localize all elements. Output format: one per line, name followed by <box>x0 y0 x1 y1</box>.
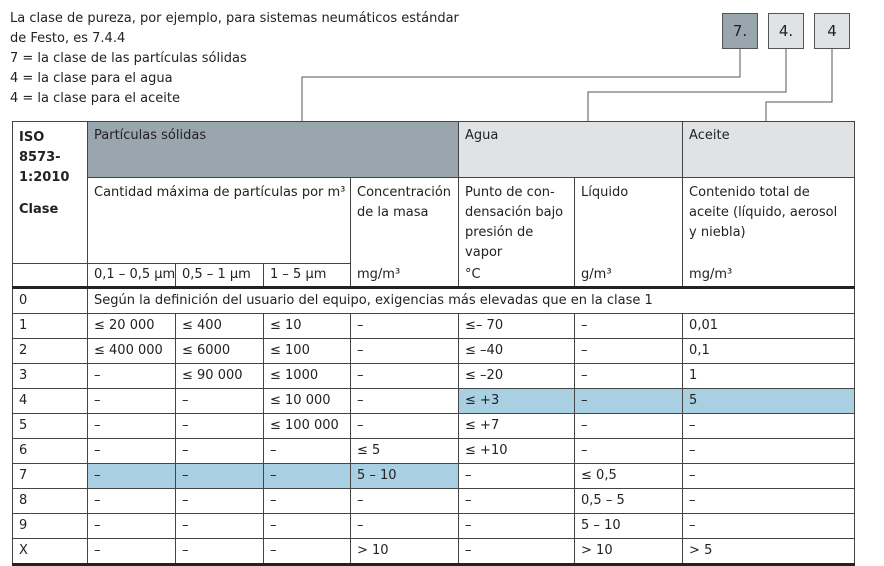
table-cell: 5 – 10 <box>351 463 459 488</box>
class0-description: Según la definición del usuario del equipo, exigencias más elevadas que en la clase 1 <box>88 287 855 313</box>
units-empty <box>13 263 88 287</box>
table-cell: ≤ 0,5 <box>575 463 683 488</box>
table-cell: – <box>575 438 683 463</box>
table-row <box>13 463 855 488</box>
table-cell: ≤– 70 <box>459 313 575 338</box>
class-cell: 9 <box>13 513 88 538</box>
table-cell: 0,1 <box>683 338 855 363</box>
intro-line: 7 = la clase de las partículas sólidas <box>10 51 247 66</box>
table-cell: ≤ +3 <box>459 388 575 413</box>
table-cell: – <box>176 388 264 413</box>
unit-cell: 1 – 5 µm <box>264 263 351 287</box>
table-body <box>13 313 855 564</box>
table-cell: ≤ 400 000 <box>88 338 176 363</box>
class-cell: 8 <box>13 488 88 513</box>
table-cell: – <box>351 513 459 538</box>
purity-class-table <box>12 121 855 566</box>
table-cell: – <box>351 363 459 388</box>
table-cell: ≤ 20 000 <box>88 313 176 338</box>
intro-line: La clase de pureza, por ejemplo, para sistemas neumáticos estándar <box>10 11 459 26</box>
table-cell: ≤ 5 <box>351 438 459 463</box>
table-cell: – <box>683 463 855 488</box>
table-cell: ≤ +7 <box>459 413 575 438</box>
unit-cell: g/m³ <box>575 263 683 287</box>
table-row <box>13 313 855 338</box>
table-cell: – <box>459 463 575 488</box>
iso-clase-header <box>13 122 88 264</box>
unit-cell: mg/m³ <box>683 263 855 287</box>
class-cell: 2 <box>13 338 88 363</box>
table-cell: ≤ –20 <box>459 363 575 388</box>
table-cell: – <box>683 513 855 538</box>
intro-line: 4 = la clase para el aceite <box>10 91 180 106</box>
class-cell: 7 <box>13 463 88 488</box>
table-cell: – <box>459 513 575 538</box>
table-cell: – <box>176 413 264 438</box>
table-cell: – <box>575 338 683 363</box>
table-cell: 0,5 – 5 <box>575 488 683 513</box>
table-cell: > 10 <box>351 538 459 564</box>
table-cell: – <box>88 438 176 463</box>
class-box-water: 4. <box>768 13 804 49</box>
class-cell: 0 <box>13 287 88 313</box>
table-cell: ≤ 90 000 <box>176 363 264 388</box>
table-cell: – <box>176 488 264 513</box>
iso-label: ISO 8573-1:2010 <box>19 130 70 185</box>
table-cell: – <box>264 538 351 564</box>
connector-solids <box>302 49 740 121</box>
table-cell: – <box>351 338 459 363</box>
table-cell: – <box>575 313 683 338</box>
table-cell: – <box>459 488 575 513</box>
class-cell: 4 <box>13 388 88 413</box>
table-cell: 5 – 10 <box>575 513 683 538</box>
table-cell: ≤ 6000 <box>176 338 264 363</box>
table-cell: – <box>351 488 459 513</box>
table-cell: – <box>88 363 176 388</box>
table-cell: 1 <box>683 363 855 388</box>
oil-header: Aceite <box>683 122 855 178</box>
table-row <box>13 287 855 313</box>
table-row <box>13 538 855 564</box>
clase-label: Clase <box>19 202 59 217</box>
header-row-sub <box>13 178 855 264</box>
table-row <box>13 488 855 513</box>
unit-cell: 0,1 – 0,5 µm <box>88 263 176 287</box>
table-cell: – <box>88 413 176 438</box>
connector-oil <box>766 49 832 121</box>
table-row <box>13 413 855 438</box>
class-cell: X <box>13 538 88 564</box>
table-row <box>13 438 855 463</box>
table-cell: ≤ 1000 <box>264 363 351 388</box>
connector-lines <box>0 0 884 130</box>
unit-cell: °C <box>459 263 575 287</box>
table-cell: – <box>351 413 459 438</box>
table-cell: – <box>683 488 855 513</box>
class-box-solids: 7. <box>722 13 758 49</box>
table-cell: ≤ 100 <box>264 338 351 363</box>
table-cell: – <box>88 513 176 538</box>
table-cell: > 10 <box>575 538 683 564</box>
table-row <box>13 513 855 538</box>
class-cell: 1 <box>13 313 88 338</box>
table-cell: – <box>351 313 459 338</box>
table-row <box>13 388 855 413</box>
class-cell: 5 <box>13 413 88 438</box>
header-row-groups <box>13 122 855 178</box>
table-cell: – <box>459 538 575 564</box>
table-cell: – <box>88 388 176 413</box>
unit-cell: mg/m³ <box>351 263 459 287</box>
liquid-header: Líquido <box>575 178 683 264</box>
table-cell: ≤ 10 <box>264 313 351 338</box>
table-cell: > 5 <box>683 538 855 564</box>
mass-concentration-header: Concentración de la masa <box>351 178 459 264</box>
units-row <box>13 263 855 287</box>
table-cell: – <box>264 463 351 488</box>
table-cell: ≤ 10 000 <box>264 388 351 413</box>
intro-line: 4 = la clase para el agua <box>10 71 173 86</box>
table-cell: – <box>88 488 176 513</box>
table-cell: – <box>176 513 264 538</box>
table-row <box>13 338 855 363</box>
table-row <box>13 363 855 388</box>
table-cell: – <box>264 438 351 463</box>
dew-point-header: Punto de con-densación bajo presión de vapor <box>459 178 575 264</box>
table-cell: ≤ 400 <box>176 313 264 338</box>
table-cell: – <box>683 413 855 438</box>
table-cell: ≤ +10 <box>459 438 575 463</box>
table-cell: – <box>575 363 683 388</box>
table-cell: 5 <box>683 388 855 413</box>
total-oil-header: Contenido total de aceite (líquido, aerosol y niebla) <box>683 178 855 264</box>
table-cell: – <box>683 438 855 463</box>
table-cell: – <box>176 463 264 488</box>
table-cell: – <box>264 513 351 538</box>
table-cell: – <box>176 438 264 463</box>
table-cell: 0,01 <box>683 313 855 338</box>
table-cell: – <box>575 388 683 413</box>
table-cell: – <box>351 388 459 413</box>
class-cell: 3 <box>13 363 88 388</box>
table-cell: – <box>264 488 351 513</box>
table-cell: – <box>575 413 683 438</box>
max-particles-header: Cantidad máxima de partículas por m³ <box>88 178 351 264</box>
table-cell: – <box>88 538 176 564</box>
class-box-oil: 4 <box>814 13 850 49</box>
table-cell: ≤ 100 000 <box>264 413 351 438</box>
class-cell: 6 <box>13 438 88 463</box>
table-cell: – <box>88 463 176 488</box>
table-cell: – <box>176 538 264 564</box>
water-header: Agua <box>459 122 683 178</box>
intro-line: de Festo, es 7.4.4 <box>10 31 126 46</box>
connector-water <box>588 49 786 121</box>
unit-cell: 0,5 – 1 µm <box>176 263 264 287</box>
table-cell: ≤ –40 <box>459 338 575 363</box>
solids-header: Partículas sólidas <box>88 122 459 178</box>
